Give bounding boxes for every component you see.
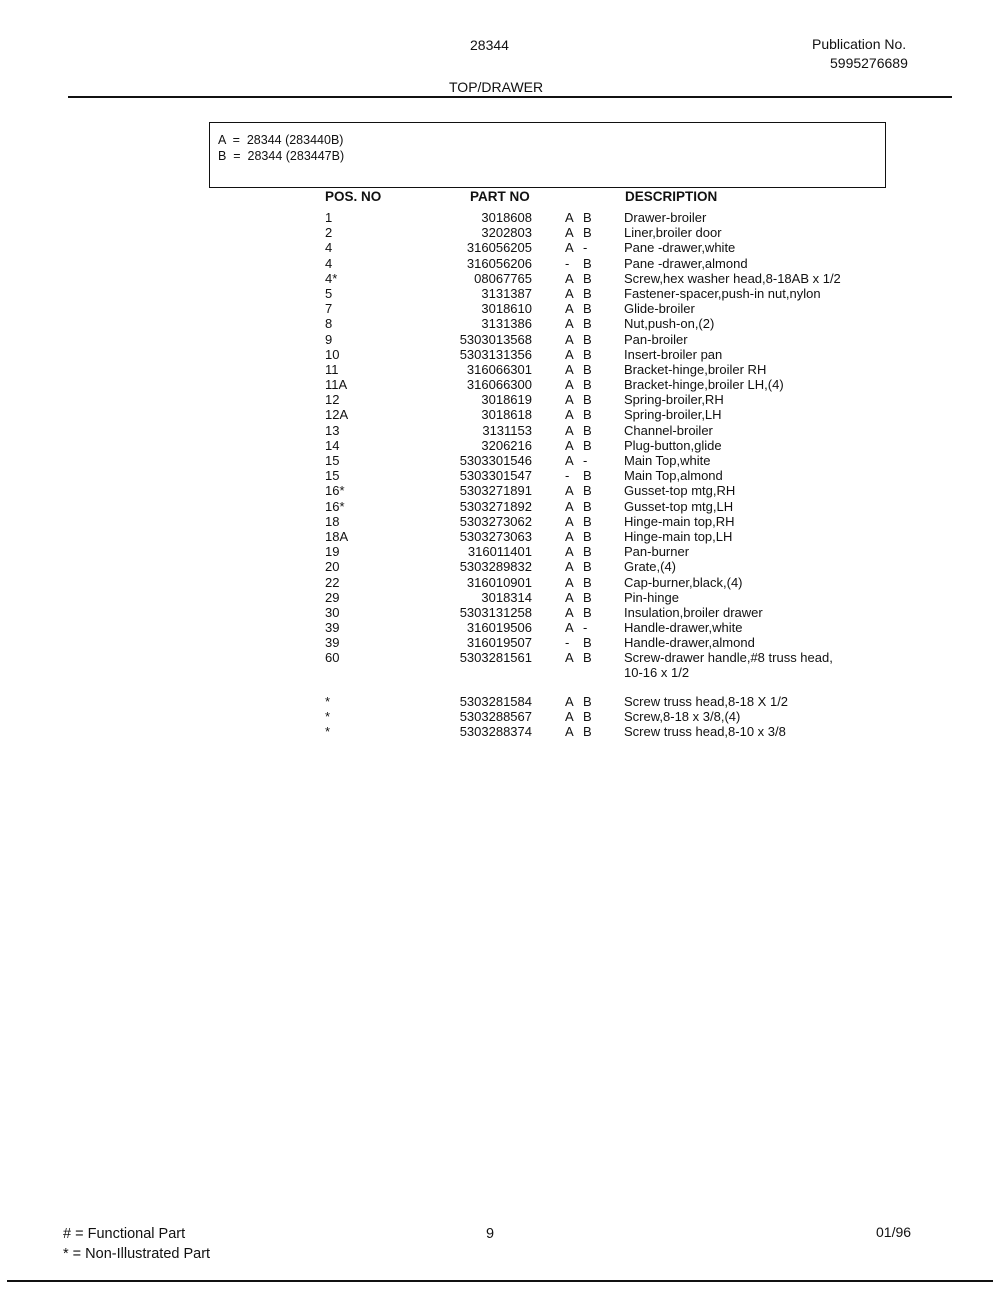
description-continuation-cell: 10-16 x 1/2 bbox=[624, 665, 690, 681]
variant-a-cell: A bbox=[565, 528, 574, 544]
pos-cell: 18 bbox=[325, 513, 340, 529]
description-cell: Liner,broiler door bbox=[624, 225, 722, 241]
variant-a-cell: A bbox=[565, 422, 574, 438]
part-number-cell: 3131387 bbox=[481, 285, 532, 301]
part-row bbox=[0, 620, 1000, 635]
part-row bbox=[0, 453, 1000, 468]
part-row bbox=[0, 316, 1000, 331]
part-number-cell: 5303273063 bbox=[459, 528, 532, 544]
description-cell: Hinge-main top,LH bbox=[624, 528, 733, 544]
pos-cell: 9 bbox=[325, 331, 333, 347]
variant-a-cell: A bbox=[565, 513, 574, 529]
publication-number: 5995276689 bbox=[830, 55, 908, 71]
pos-cell: 13 bbox=[325, 422, 340, 438]
part-number-cell: 5303301547 bbox=[459, 468, 532, 484]
variant-b-cell: B bbox=[583, 513, 592, 529]
variant-a-cell: A bbox=[565, 377, 574, 393]
pos-cell: 4 bbox=[325, 240, 333, 256]
variant-b-cell: - bbox=[583, 240, 588, 256]
variant-b-cell: B bbox=[583, 422, 592, 438]
variant-a-cell: - bbox=[565, 635, 570, 651]
part-number-cell: 316011401 bbox=[467, 544, 532, 560]
pos-cell: 11A bbox=[325, 377, 348, 393]
variant-b-cell: B bbox=[583, 604, 592, 620]
description-cell: Insulation,broiler drawer bbox=[624, 604, 763, 620]
part-number-cell: 5303301546 bbox=[459, 453, 532, 468]
variant-b-cell: B bbox=[583, 377, 592, 393]
pos-cell: * bbox=[325, 693, 331, 709]
part-number-cell: 5303273062 bbox=[459, 513, 532, 529]
variant-a-cell: A bbox=[565, 709, 574, 725]
header-divider bbox=[68, 96, 952, 98]
variant-a-cell: A bbox=[565, 270, 574, 286]
pos-cell: 4* bbox=[325, 270, 338, 286]
variant-b-cell: B bbox=[583, 709, 592, 725]
variant-a-cell: A bbox=[565, 544, 574, 560]
description-cell: Drawer-broiler bbox=[624, 210, 707, 225]
part-number-cell: 3018314 bbox=[481, 589, 532, 605]
part-row bbox=[0, 210, 1000, 225]
description-cell: Cap-burner,black,(4) bbox=[624, 574, 743, 590]
variant-b-cell: B bbox=[583, 635, 592, 651]
footer-divider bbox=[7, 1280, 993, 1282]
description-cell: Nut,push-on,(2) bbox=[624, 316, 715, 332]
pos-cell: 5 bbox=[325, 285, 333, 301]
pos-cell: 2 bbox=[325, 225, 333, 241]
part-row bbox=[0, 392, 1000, 407]
variant-a-cell: A bbox=[565, 331, 574, 347]
pos-cell: 8 bbox=[325, 316, 333, 332]
description-cell: Pan-burner bbox=[624, 544, 690, 560]
description-cell: Hinge-main top,RH bbox=[624, 513, 735, 529]
pos-cell: 15 bbox=[325, 453, 340, 468]
part-number-cell: 5303271892 bbox=[459, 498, 532, 514]
part-number-cell: 3018619 bbox=[481, 392, 532, 408]
variant-a-cell: A bbox=[565, 483, 574, 499]
part-number-cell: 5303281561 bbox=[459, 650, 532, 666]
variant-b-cell: - bbox=[583, 453, 588, 468]
description-cell: Main Top,almond bbox=[624, 468, 723, 484]
description-cell: Pane -drawer,white bbox=[624, 240, 736, 256]
pos-cell: 7 bbox=[325, 301, 333, 317]
part-number-cell: 316019507 bbox=[466, 635, 532, 651]
pos-cell: 39 bbox=[325, 635, 340, 651]
part-row bbox=[0, 724, 1000, 739]
column-header-description: DESCRIPTION bbox=[625, 189, 718, 204]
variant-b-cell: - bbox=[583, 620, 588, 636]
variant-a-cell: A bbox=[565, 589, 574, 605]
page-date: 01/96 bbox=[876, 1224, 912, 1240]
part-number-cell: 5303289832 bbox=[459, 559, 532, 575]
part-number-cell: 08067765 bbox=[474, 270, 532, 286]
part-number-cell: 3018618 bbox=[481, 407, 532, 423]
variant-a-cell: A bbox=[565, 559, 574, 575]
variant-b-cell: B bbox=[583, 331, 592, 347]
variant-b-cell: B bbox=[583, 498, 592, 514]
part-row bbox=[0, 407, 1000, 422]
variant-a-cell: A bbox=[565, 225, 574, 241]
pos-cell: 39 bbox=[325, 620, 340, 636]
description-cell: Screw-drawer handle,#8 truss head, bbox=[624, 650, 833, 666]
description-cell: Gusset-top mtg,LH bbox=[624, 498, 734, 514]
part-number-cell: 5303271891 bbox=[459, 483, 532, 499]
variant-a-cell: A bbox=[565, 498, 574, 514]
variant-a-cell: A bbox=[565, 574, 574, 590]
variant-a-cell: A bbox=[565, 392, 574, 408]
description-cell: Plug-button,glide bbox=[624, 437, 722, 453]
variant-b-label: B = 28344 (283447B) bbox=[218, 149, 345, 163]
pos-cell: * bbox=[325, 709, 331, 725]
pos-cell: 29 bbox=[325, 589, 340, 605]
parts-list bbox=[0, 210, 1000, 739]
variant-b-cell: B bbox=[583, 528, 592, 544]
variant-a-cell: - bbox=[565, 255, 570, 271]
part-row bbox=[0, 362, 1000, 377]
variant-a-cell: A bbox=[565, 210, 574, 225]
part-row bbox=[0, 709, 1000, 724]
variant-b-cell: B bbox=[583, 468, 592, 484]
part-row bbox=[0, 240, 1000, 255]
part-row bbox=[0, 301, 1000, 316]
part-number-cell: 316019506 bbox=[466, 620, 532, 636]
part-row bbox=[0, 332, 1000, 347]
variant-b-cell: B bbox=[583, 724, 592, 740]
part-number-cell: 5303131356 bbox=[459, 346, 532, 362]
description-cell: Spring-broiler,LH bbox=[624, 407, 722, 423]
variant-a-cell: A bbox=[565, 361, 574, 377]
description-cell: Handle-drawer,almond bbox=[624, 635, 755, 651]
description-cell: Screw,hex washer head,8-18AB x 1/2 bbox=[624, 270, 841, 286]
variant-b-cell: B bbox=[583, 392, 592, 408]
variant-b-cell: B bbox=[583, 225, 592, 241]
description-cell: Screw truss head,8-18 X 1/2 bbox=[624, 693, 789, 709]
part-row bbox=[0, 377, 1000, 392]
pos-cell: * bbox=[325, 724, 331, 740]
part-number-cell: 316056205 bbox=[466, 240, 532, 256]
part-row bbox=[0, 423, 1000, 438]
description-cell: Channel-broiler bbox=[624, 422, 713, 438]
variant-b-cell: B bbox=[583, 693, 592, 709]
variant-b-cell: B bbox=[583, 346, 592, 362]
description-cell: Bracket-hinge,broiler LH,(4) bbox=[624, 377, 784, 393]
part-row bbox=[0, 529, 1000, 544]
description-cell: Handle-drawer,white bbox=[624, 620, 743, 636]
part-row bbox=[0, 286, 1000, 301]
description-cell: Gusset-top mtg,RH bbox=[624, 483, 736, 499]
variant-b-cell: B bbox=[583, 301, 592, 317]
pos-cell: 20 bbox=[325, 559, 340, 575]
variant-a-cell: A bbox=[565, 650, 574, 666]
variant-b-cell: B bbox=[583, 574, 592, 590]
description-cell: Pin-hinge bbox=[624, 589, 679, 605]
variant-b-cell: B bbox=[583, 210, 592, 225]
variant-a-cell: A bbox=[565, 604, 574, 620]
variant-a-cell: A bbox=[565, 301, 574, 317]
description-cell: Glide-broiler bbox=[624, 301, 695, 317]
description-cell: Fastener-spacer,push-in nut,nylon bbox=[624, 285, 821, 301]
part-row bbox=[0, 650, 1000, 680]
variant-b-cell: B bbox=[583, 316, 592, 332]
variant-a-cell: A bbox=[565, 346, 574, 362]
part-row bbox=[0, 271, 1000, 286]
variant-a-cell: A bbox=[565, 316, 574, 332]
description-cell: Screw truss head,8-10 x 3/8 bbox=[624, 724, 786, 740]
pos-cell: 4 bbox=[325, 255, 333, 271]
part-row bbox=[0, 256, 1000, 271]
variant-a-cell: A bbox=[565, 285, 574, 301]
variant-b-cell: B bbox=[583, 285, 592, 301]
pos-cell: 15 bbox=[325, 468, 340, 484]
part-row bbox=[0, 468, 1000, 483]
part-number-cell: 316056206 bbox=[466, 255, 532, 271]
part-number-cell: 5303013568 bbox=[459, 331, 532, 347]
part-number-cell: 3206216 bbox=[481, 437, 532, 453]
part-number-cell: 3202803 bbox=[481, 225, 532, 241]
variant-a-cell: A bbox=[565, 724, 574, 740]
part-number-cell: 5303288567 bbox=[459, 709, 532, 725]
part-row bbox=[0, 438, 1000, 453]
legend-non-illustrated-part: * = Non-Illustrated Part bbox=[63, 1246, 211, 1262]
part-row bbox=[0, 559, 1000, 574]
part-number-cell: 3131386 bbox=[481, 316, 532, 332]
variant-b-cell: B bbox=[583, 483, 592, 499]
legend-functional-part: # = Functional Part bbox=[63, 1226, 186, 1242]
pos-cell: 10 bbox=[325, 346, 340, 362]
part-row bbox=[0, 483, 1000, 498]
pos-cell: 22 bbox=[325, 574, 340, 590]
variant-a-cell: A bbox=[565, 620, 574, 636]
row-spacer bbox=[0, 681, 1000, 694]
column-header-pos: POS. NO bbox=[325, 189, 382, 204]
variant-a-cell: A bbox=[565, 407, 574, 423]
part-number-cell: 3018610 bbox=[481, 301, 532, 317]
column-header-part: PART NO bbox=[470, 189, 530, 204]
variant-b-cell: B bbox=[583, 437, 592, 453]
variant-b-cell: B bbox=[583, 544, 592, 560]
part-number-cell: 3018608 bbox=[481, 210, 532, 225]
part-row bbox=[0, 347, 1000, 362]
variant-b-cell: B bbox=[583, 559, 592, 575]
pos-cell: 12 bbox=[325, 392, 340, 408]
pos-cell: 11 bbox=[325, 361, 339, 377]
part-row bbox=[0, 694, 1000, 709]
variant-b-cell: B bbox=[583, 589, 592, 605]
variant-a-cell: A bbox=[565, 453, 574, 468]
variant-a-cell: A bbox=[565, 437, 574, 453]
description-cell: Pan-broiler bbox=[624, 331, 688, 347]
pos-cell: 14 bbox=[325, 437, 340, 453]
pos-cell: 1 bbox=[325, 210, 333, 225]
part-number-cell: 5303288374 bbox=[459, 724, 532, 740]
variant-b-cell: B bbox=[583, 255, 592, 271]
part-number-cell: 5303281584 bbox=[459, 693, 532, 709]
part-row bbox=[0, 590, 1000, 605]
variant-b-cell: B bbox=[583, 361, 592, 377]
part-row bbox=[0, 575, 1000, 590]
variant-legend-box bbox=[209, 122, 886, 188]
model-number: 28344 bbox=[470, 37, 509, 53]
part-number-cell: 3131153 bbox=[482, 422, 532, 438]
description-cell: Bracket-hinge,broiler RH bbox=[624, 361, 767, 377]
variant-a-cell: - bbox=[565, 468, 570, 484]
pos-cell: 30 bbox=[325, 604, 340, 620]
part-row bbox=[0, 225, 1000, 240]
variant-a-label: A = 28344 (283440B) bbox=[218, 133, 344, 147]
pos-cell: 18A bbox=[325, 528, 349, 544]
pos-cell: 19 bbox=[325, 544, 340, 560]
section-title: TOP/DRAWER bbox=[449, 79, 544, 95]
part-row bbox=[0, 605, 1000, 620]
description-cell: Main Top,white bbox=[624, 453, 711, 468]
pos-cell: 12A bbox=[325, 407, 349, 423]
description-cell: Grate,(4) bbox=[624, 559, 677, 575]
part-number-cell: 316066301 bbox=[466, 361, 532, 377]
variant-b-cell: B bbox=[583, 270, 592, 286]
description-cell: Pane -drawer,almond bbox=[624, 255, 748, 271]
variant-a-cell: A bbox=[565, 693, 574, 709]
variant-a-cell: A bbox=[565, 240, 574, 256]
part-row bbox=[0, 635, 1000, 650]
part-number-cell: 316010901 bbox=[466, 574, 532, 590]
description-cell: Insert-broiler pan bbox=[624, 346, 723, 362]
publication-label: Publication No. bbox=[812, 36, 907, 52]
part-row bbox=[0, 514, 1000, 529]
part-row bbox=[0, 499, 1000, 514]
description-cell: Screw,8-18 x 3/8,(4) bbox=[624, 709, 741, 725]
part-row bbox=[0, 544, 1000, 559]
pos-cell: 60 bbox=[325, 650, 340, 666]
part-number-cell: 316066300 bbox=[466, 377, 532, 393]
page-number: 9 bbox=[486, 1226, 495, 1242]
pos-cell: 16* bbox=[325, 483, 345, 499]
variant-b-cell: B bbox=[583, 407, 592, 423]
description-cell: Spring-broiler,RH bbox=[624, 392, 724, 408]
pos-cell: 16* bbox=[325, 498, 345, 514]
variant-b-cell: B bbox=[583, 650, 592, 666]
part-number-cell: 5303131258 bbox=[459, 604, 532, 620]
